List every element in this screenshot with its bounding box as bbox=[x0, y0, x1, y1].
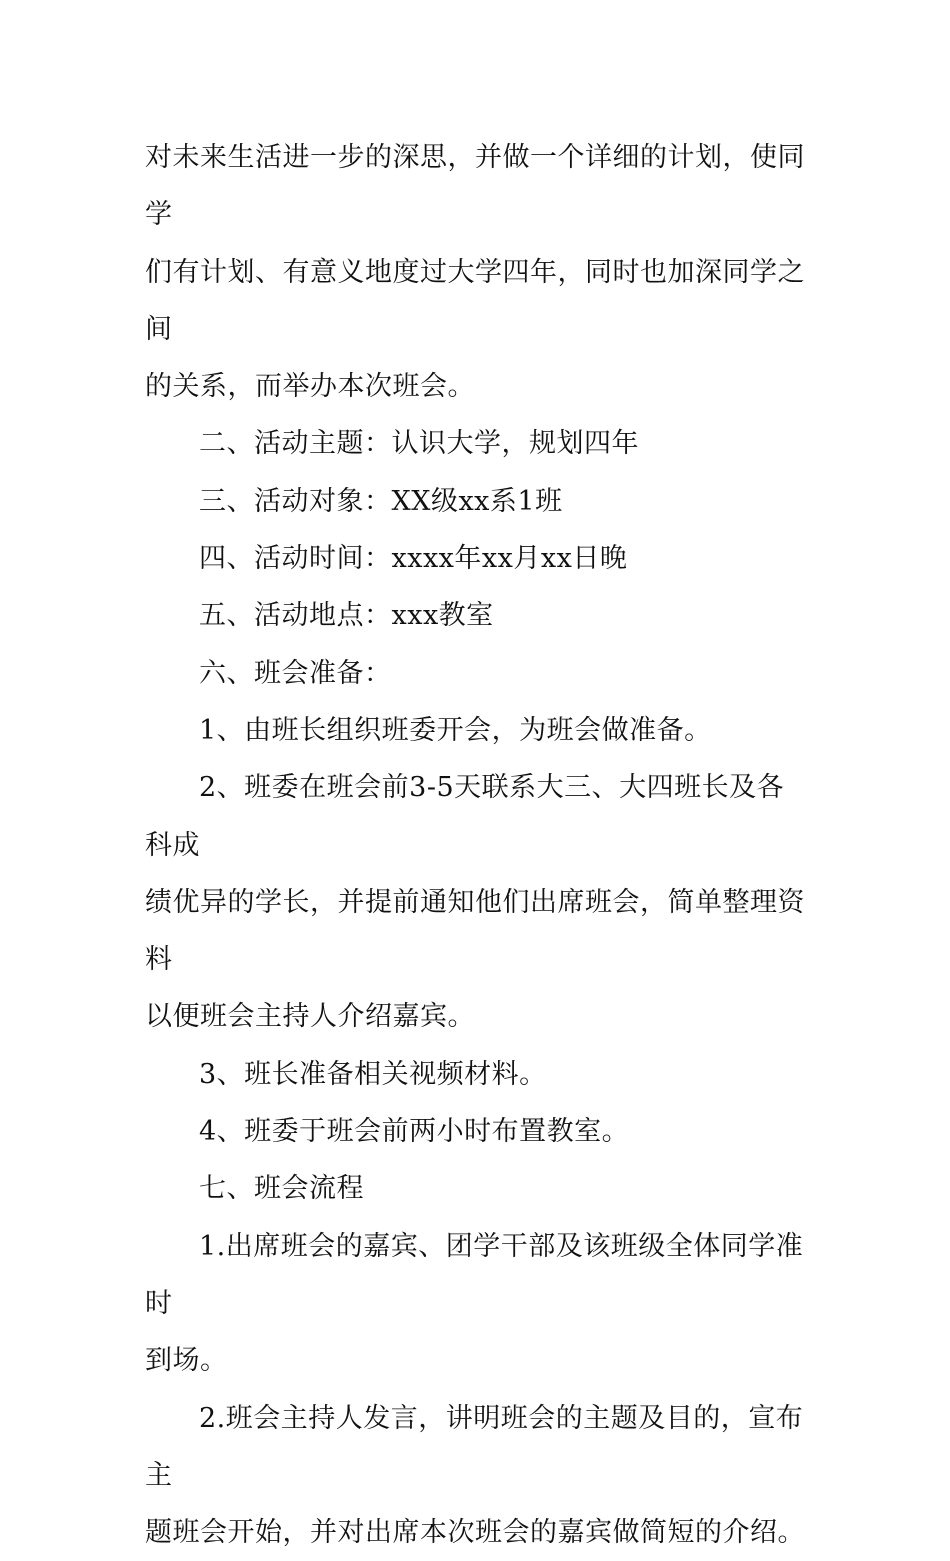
text-line: 2、班委在班会前3-5天联系大三、大四班长及各科成 bbox=[145, 772, 785, 861]
section-heading-audience bbox=[145, 473, 810, 530]
text-line: 四、活动时间：xxxx年xx月xx日晚 bbox=[199, 543, 628, 575]
preparation-item-1 bbox=[145, 702, 810, 759]
section-heading-process bbox=[145, 1160, 810, 1217]
text-line: 们有计划、有意义地度过大学四年，同时也加深同学之间 bbox=[145, 256, 805, 345]
preparation-item-3 bbox=[145, 1046, 810, 1103]
process-item-2 bbox=[145, 1390, 810, 1561]
text-line: 以便班会主持人介绍嘉宾。 bbox=[145, 1001, 475, 1033]
section-heading-preparation bbox=[145, 645, 810, 702]
paragraph-purpose-continued bbox=[145, 129, 810, 415]
text-line: 到场。 bbox=[145, 1345, 228, 1377]
preparation-item-4 bbox=[145, 1103, 810, 1160]
process-item-1 bbox=[145, 1218, 810, 1390]
text-line: 二、活动主题：认识大学，规划四年 bbox=[199, 428, 639, 460]
text-line: 1、由班长组织班委开会，为班会做准备。 bbox=[199, 714, 712, 746]
section-heading-location bbox=[145, 587, 810, 644]
text-line: 七、班会流程 bbox=[199, 1173, 364, 1205]
text-line: 三、活动对象：XX级xx系1班 bbox=[199, 485, 563, 517]
text-line: 五、活动地点：xxx教室 bbox=[199, 600, 494, 632]
text-line: 绩优异的学长，并提前通知他们出席班会，简单整理资料 bbox=[145, 886, 805, 976]
text-line: 六、班会准备： bbox=[199, 657, 392, 689]
text-line: 题班会开始，并对出席本次班会的嘉宾做简短的介绍。 bbox=[145, 1517, 805, 1549]
text-line: 2.班会主持人发言，讲明班会的主题及目的，宣布主 bbox=[145, 1402, 804, 1491]
text-line: 4、班委于班会前两小时布置教室。 bbox=[199, 1116, 630, 1148]
text-line: 1.出席班会的嘉宾、团学干部及该班级全体同学准时 bbox=[145, 1230, 804, 1319]
section-heading-time bbox=[145, 530, 810, 587]
document-body bbox=[145, 129, 810, 1561]
section-heading-theme bbox=[145, 415, 810, 472]
text-line: 对未来生活进一步的深思，并做一个详细的计划，使同学 bbox=[145, 142, 805, 231]
text-line: 的关系，而举办本次班会。 bbox=[145, 371, 475, 403]
text-line: 3、班长准备相关视频材料。 bbox=[199, 1058, 547, 1090]
preparation-item-2 bbox=[145, 759, 810, 1045]
